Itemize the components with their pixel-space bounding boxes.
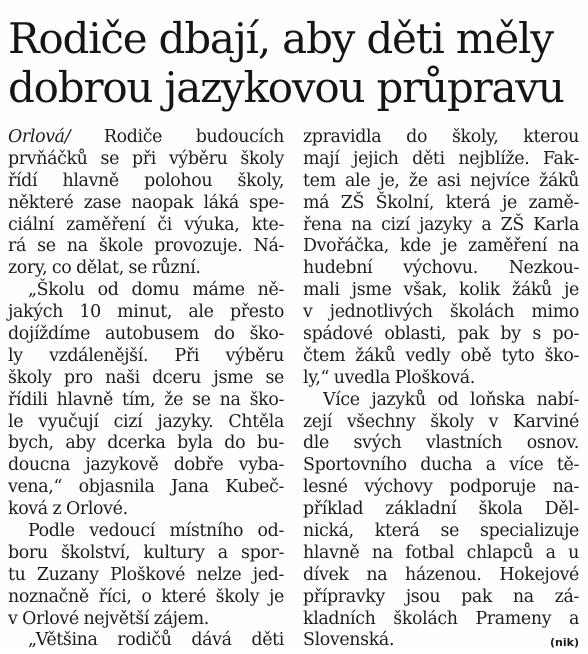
article-line: tem ale je, že asi nejvíce žáků — [303, 170, 579, 191]
article-line — [8, 127, 284, 149]
article-line: Sportovního ducha a více tě- — [303, 455, 579, 476]
article-line: zory, co dělat, se různí. — [8, 258, 201, 279]
article-line: ly,“ uvedla Plošková. — [303, 367, 475, 388]
article-line: mali jsme však, kolik žáků je — [303, 280, 579, 301]
article-line: jakých 10 minut, ale přesto — [8, 302, 284, 323]
article-line: vena,“ objasnila Jana Kubeč- — [8, 477, 284, 498]
article-column-right — [303, 127, 579, 654]
article-column-left — [8, 127, 284, 652]
article-line: „Školu od domu máme ně- — [28, 280, 284, 301]
article-line: noznačně říci, o které školy je — [8, 586, 284, 607]
article-line: řídí hlavně polohou školy, — [8, 170, 284, 191]
article-line: školy pro naši dceru jsme se — [8, 367, 284, 388]
article-line: bych, aby dcerka byla do bu- — [8, 433, 284, 454]
article-line: Dvořáčka, kde je zaměření na — [303, 236, 579, 257]
headline-line: dobrou jazykovou průpravu — [8, 63, 564, 112]
article-line: ly vzdálenější. Při výběru — [8, 345, 284, 366]
article-line: doucna jazykově dobře vyba- — [8, 455, 284, 476]
byline: (nik) — [550, 636, 579, 650]
headline — [8, 14, 568, 112]
headline-line: Rodiče dbají, aby děti měly — [8, 14, 553, 63]
article-line: zpravidla do školy, kterou — [303, 127, 579, 147]
article-line: přípravky jsou pak na zá- — [303, 586, 579, 607]
article-line: příklad základní škola Děl- — [303, 499, 579, 520]
article-line: zejí všechny školy v Karviné — [303, 411, 579, 432]
article-line: má ZŠ Školní, která je zamě- — [303, 192, 579, 213]
article-line: boru školství, kultury a spor- — [8, 542, 284, 563]
article-line: prvňáčků se při výběru školy — [8, 148, 284, 169]
article-line: některé zase naopak láká spe- — [8, 192, 284, 213]
article-line: le vyučují cizí jazyky. Chtěla — [8, 411, 284, 432]
article-line: rá se na škole provozuje. Ná- — [8, 236, 284, 257]
article-line: nická, která se specializuje — [303, 521, 579, 542]
article-line: hlavně na fotbal chlapců a u — [303, 542, 579, 563]
article-line: řena na cizí jazyky a ZŠ Karla — [303, 214, 579, 235]
article-line: „Většina rodičů dává děti — [28, 630, 284, 651]
article-line: dívek na házenou. Hokejové — [303, 564, 579, 585]
article-line: v jednotlivých školách mimo — [303, 302, 579, 323]
article-line: ková z Orlové. — [8, 499, 128, 520]
article-line: tu Zuzany Ploškové nelze jed- — [8, 564, 284, 585]
article-line-text: Rodiče budoucích — [103, 127, 284, 147]
article-line: lesné výchovy podporuje na- — [303, 477, 579, 498]
article-line: čtem žáků vedly obě tyto ško- — [303, 345, 579, 366]
article-line: dojíždíme autobusem do ško- — [8, 324, 284, 345]
article-line: Podle vedoucí místního od- — [28, 521, 284, 542]
article-line — [303, 630, 579, 652]
article-line: v Orlové největší zájem. — [8, 608, 209, 629]
article-line-text: Slovenská. — [303, 630, 395, 651]
dateline: Orlová/ — [8, 127, 71, 147]
article-line: dle svých vlastních osnov. — [303, 433, 579, 454]
article-line: kladních školách Prameny a — [303, 608, 579, 629]
article-line: Více jazyků od loňska nabí- — [323, 389, 579, 410]
article-line: ciální zaměření či výuka, kte- — [8, 214, 284, 235]
article-line: mají jejich děti nejblíže. Fak- — [303, 148, 579, 169]
article-line: hudební výchovu. Nezkou- — [303, 258, 579, 279]
article-line: řídili hlavně tím, že se na ško- — [8, 389, 284, 410]
article-line: spádové oblasti, pak by s po- — [303, 324, 579, 345]
